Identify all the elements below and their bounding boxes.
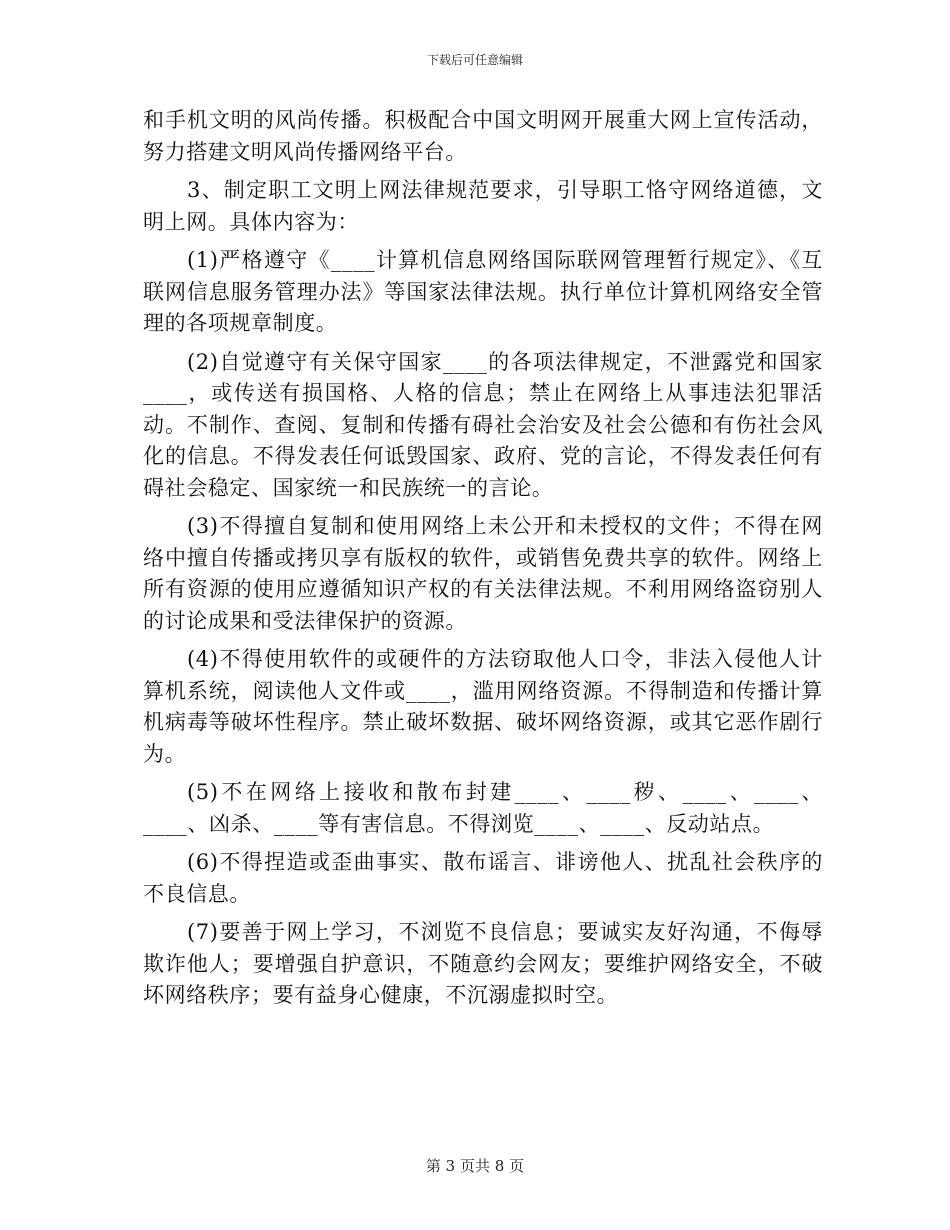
paragraph-sub-4: (4)不得使用软件的或硬件的方法窃取他人口令，非法入侵他人计算机系统，阅读他人文件或____，滥用网络资源。不得制造和传播计算机病毒等破坏性程序。禁止破坏数据、破坏网络资源，或其它恶作剧行为。 [143,647,823,766]
paragraph-sub-7: (7)要善于网上学习，不浏览不良信息；要诚实友好沟通，不侮辱欺诈他人；要增强自护意识，不随意约会网友；要维护网络安全，不破坏网络秩序；要有益身心健康，不沉溺虚拟时空。 [143,920,823,1007]
paragraph-sub-6: (6)不得捏造或歪曲事实、散布谣言、诽谤他人、扰乱社会秩序的不良信息。 [143,850,823,906]
paragraph-sub-5: (5)不在网络上接收和散布封建____、____秽、____、____、____、凶杀、____等有害信息。不得浏览____、____、反动站点。 [143,780,823,836]
page-footer: 第 3 页共 8 页 [425,1157,525,1175]
document-body [143,105,823,1019]
paragraph-sub-3: (3)不得擅自复制和使用网络上未公开和未授权的文件；不得在网络中擅自传播或拷贝享有版权的软件，或销售免费共享的软件。网络上所有资源的使用应遵循知识产权的有关法律法规。不利用网络盗窃别人的讨论成果和受法律保护的资源。 [143,514,823,633]
paragraph-item-3: 3、制定职工文明上网法律规范要求，引导职工恪守网络道德，文明上网。具体内容为： [143,178,823,234]
paragraph-continuation: 和手机文明的风尚传播。积极配合中国文明网开展重大网上宣传活动，努力搭建文明风尚传播网络平台。 [143,108,823,164]
page-header: 下载后可任意编辑 [426,53,523,67]
paragraph-sub-2: (2)自觉遵守有关保守国家____的各项法律规定，不泄露党和国家____，或传送有损国格、人格的信息；禁止在网络上从事违法犯罪活动。不制作、查阅、复制和传播有碍社会治安及社会公德和有伤社会风化的信息。不得发表任何诋毁国家、政府、党的言论，不得发表任何有碍社会稳定、国家统一和民族统一的言论。 [143,349,823,500]
paragraph-sub-1: (1)严格遵守《____计算机信息网络国际联网管理暂行规定》、《互联网信息服务管理办法》等国家法律法规。执行单位计算机网络安全管理的各项规章制度。 [143,248,823,335]
